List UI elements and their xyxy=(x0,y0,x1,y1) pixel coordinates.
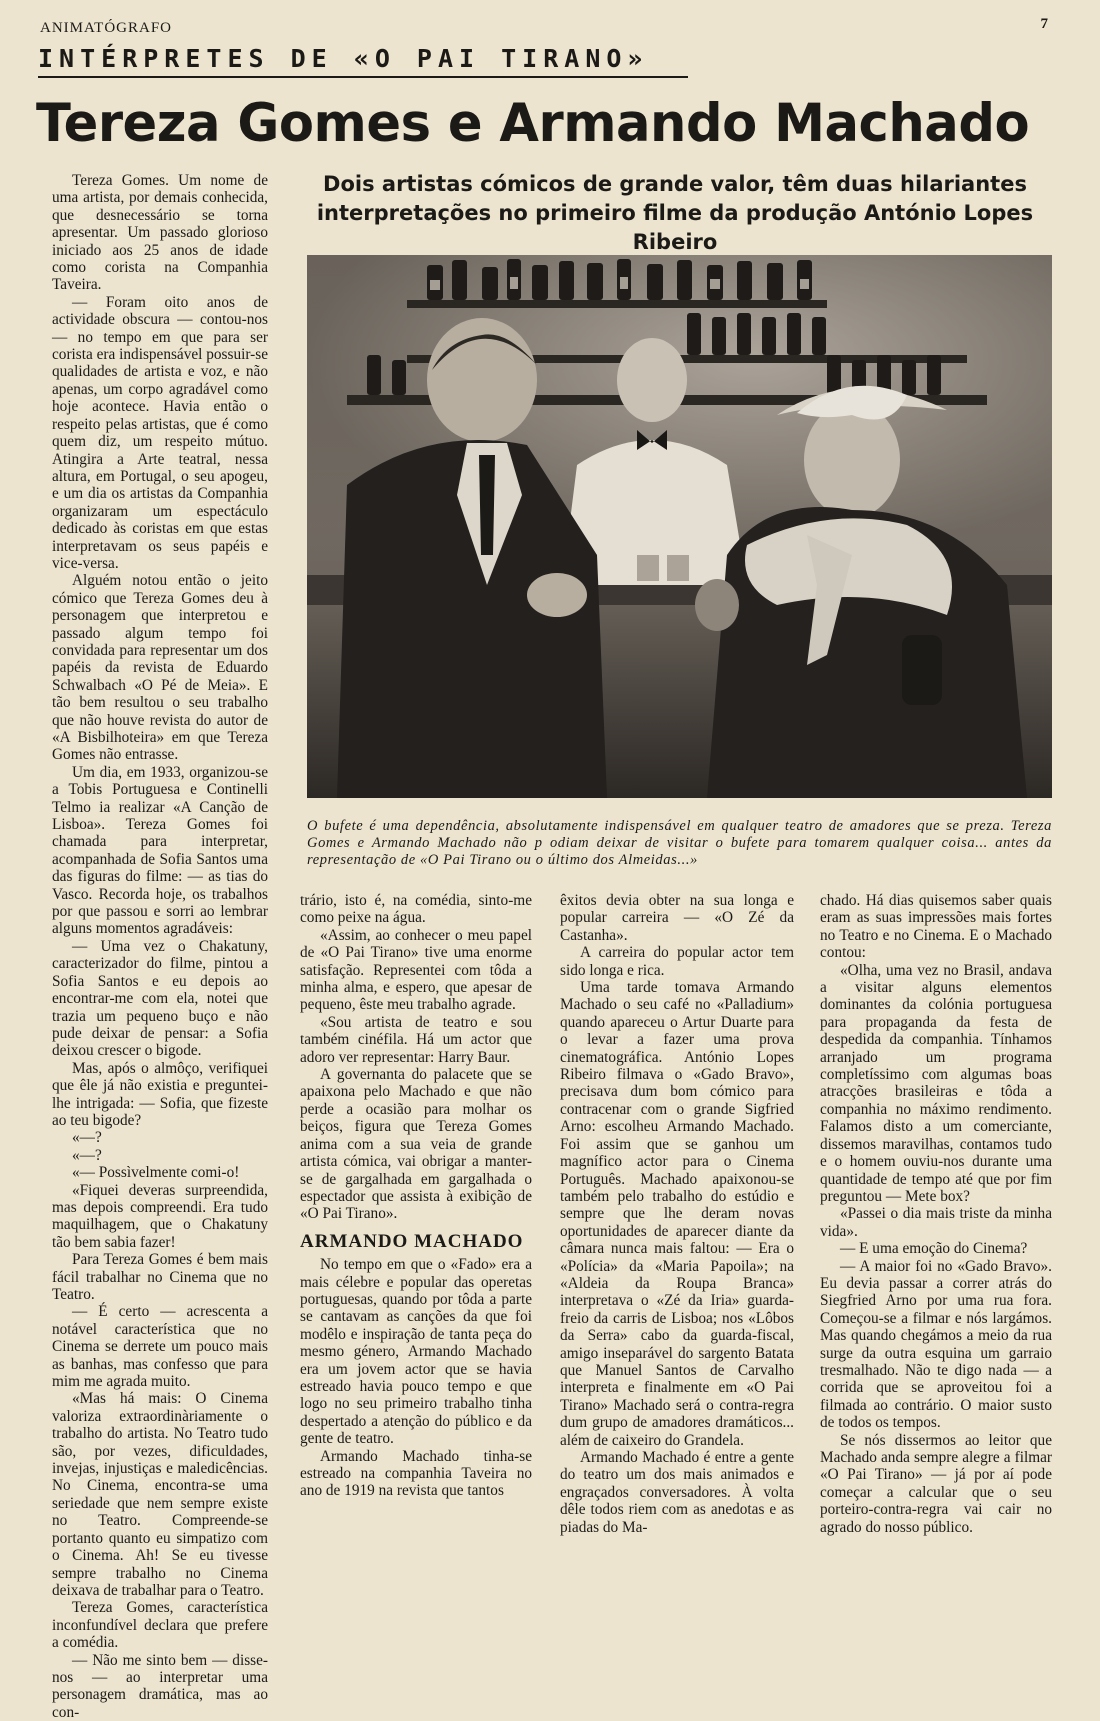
masthead: ANIMATÓGRAFO xyxy=(40,20,173,36)
page-number: 7 xyxy=(1040,16,1048,32)
paragraph: «Fiquei deveras surpreendida, mas depois compreendi. Era tudo maquilhagem, que o Chakatuny tão bem sabia fazer! xyxy=(52,1181,268,1251)
paragraph: «Assim, ao conhecer o meu papel de «O Pai Tirano» tive uma enorme satisfação. Representei com tôda a minha alma, e espero, que apesar de pequeno, êste meu trabalho agrade. xyxy=(300,926,532,1014)
paragraph: Armando Machado é entre a gente do teatro um dos mais animados e engraçados conversadores. À volta dêle todos riem com as anedotas e as piadas do Ma- xyxy=(560,1449,794,1536)
paragraph: Se nós dissermos ao leitor que Machado anda sempre alegre a filmar «O Pai Tirano» — já por aí pode começar a calcular que o seu porteiro-contra-regra vai cair no agrado do nosso público. xyxy=(820,1431,1052,1536)
paragraph: — É certo — acrescenta a notável característica que no Cinema se derrete um pouco mais as banhas, mas confesso que para mim me agrada muito. xyxy=(52,1303,268,1391)
paragraph: «Mas há mais: O Cinema valoriza extraordinàriamente o trabalho do artista. No Teatro tudo são, por vezes, dificuldades, invejas, injustiças e maledicências. No Cinema, encontra-se uma seriedade que nem sempre existe no Teatro. Compreende-se portanto quanto eu simpatizo com o Cinema. Ah! Se eu tivesse sempre trabalho no Cinema deixava de trabalhar para o Teatro. xyxy=(52,1390,268,1599)
paragraph: — Uma vez o Chakatuny, caracterizador do filme, pintou a Sofia Santos e eu depois ao encontrar-me com ela, notei que trazia um pequeno buço e não pude deixar de pensar: a Sofia deixou crescer o bigode. xyxy=(52,937,268,1060)
paragraph: Uma tarde tomava Armando Machado o seu café no «Palladium» quando apareceu o Artur Duarte para o levar a fazer uma prova cinematográfica. António Lopes Ribeiro filmava o «Gado Bravo», precisava dum bom cómico para contracenar com o grande Sigfried Arno: escolheu Armando Machado. Foi assim que se ganhou um magnífico actor para o Cinema Português. Machado apaixonou-se também pelo trabalho do estúdio e sempre que lhe deram novas oportunidades de aparecer diante da câmara nunca mais faltou: — Era o «Polícia» da «Maria Papoila»; na «Aldeia da Roupa Branca» interpretava o «Zé da Iria» guarda-freio da carris de Lisboa; nos «Lôbos da Serra» cabo da guarda-fiscal, amigo inseparável do sargento Batata que Manuel Santos de Carvalho interpreta e finalmente em «O Pai Tirano» Machado será o contra-regra dum grupo de amadores dramáticos... além de caixeiro do Grandela. xyxy=(560,979,794,1449)
paragraph: Um dia, em 1933, organizou-se a Tobis Portuguesa e Continelli Telmo ia realizar «A Canção de Lisboa». Tereza Gomes foi chamada para interpretar, acompanhada de Sofia Santos uma das figuras do filme: — as tias do Vasco. Recorda hoje, os trabalhos por que passou e sorri ao lembrar alguns momentos agradáveis: xyxy=(52,763,268,938)
paragraph: Tereza Gomes. Um nome de uma artista, por demais conhecida, que desnecessário se torna apresentar. Um passado glorioso iniciado aos 25 anos de idade como corista na Companhia Taveira. xyxy=(52,172,268,294)
paragraph: Alguém notou então o jeito cómico que Tereza Gomes deu à personagem que interpretou e passado algum tempo foi convidada para representar um dos papéis da revista de Eduardo Schwalbach «O Pé de Meia». E tão bem resultou o seu trabalho que não houve revista do autor de «A Bisbilhoteira» em que Tereza Gomes não entrasse. xyxy=(52,572,268,764)
paragraph: No tempo em que o «Fado» era a mais célebre e popular das operetas portuguesas, quando por tôda a parte se cantavam as canções da que foi modêlo e inspiração de tanta peça do mesmo género, Armando Machado era um jovem actor que se havia estreado havia pouco tempo e que logo no seu primeiro trabalho tinha despertado a atenção do público e da gente de teatro. xyxy=(300,1256,532,1448)
paragraph: Para Tereza Gomes é bem mais fácil trabalhar no Cinema que no Teatro. xyxy=(52,1251,268,1303)
paragraph: — Não me sinto bem — disse-nos — ao interpretar uma personagem dramática, mas ao con- xyxy=(52,1651,268,1721)
paragraph: «—? xyxy=(72,1146,102,1164)
paragraph: «— Possìvelmente comi-o! xyxy=(72,1164,240,1182)
paragraph: A carreira do popular actor tem sido longa e rica. xyxy=(560,944,794,979)
headline: Tereza Gomes e Armando Machado xyxy=(36,93,1030,154)
film-still-photo xyxy=(307,255,1052,798)
paragraph: — A maior foi no «Gado Bravo». Eu devia passar a correr atrás do Siegfried Arno por uma rua fora. Começou-se a filmar e nós largámos. Mas quando chegámos a meio da rua surge da outra esquina um garraio tresmalhado. Não te digo nada — a corrida que se aproveitou foi a filmada ao contrário. O maior susto de todos os tempos. xyxy=(820,1257,1052,1432)
section-kicker: INTÉRPRETES DE «O PAI TIRANO» xyxy=(38,44,688,78)
text-column-3 xyxy=(560,892,794,1536)
text-column-4 xyxy=(820,892,1052,1536)
text-column-2 xyxy=(300,892,532,1500)
paragraph: trário, isto é, na comédia, sinto-me como peixe na água. xyxy=(300,892,532,927)
paragraph: «Passei o dia mais triste da minha vida». xyxy=(820,1205,1052,1240)
deck: Dois artistas cómicos de grande valor, têm duas hilariantes interpretações no primeiro filme da produção António Lopes Ribeiro xyxy=(316,172,1034,254)
paragraph: Armando Machado tinha-se estreado na companhia Taveira no ano de 1919 na revista que tantos xyxy=(300,1447,532,1500)
paragraph: êxitos devia obter na sua longa e popular carreira — «O Zé da Castanha». xyxy=(560,892,794,944)
section-subhead: ARMANDO MACHADO xyxy=(300,1230,524,1252)
paragraph: Tereza Gomes, característica inconfundível declara que prefere a comédia. xyxy=(52,1599,268,1652)
paragraph: — E uma emoção do Cinema? xyxy=(840,1240,1028,1258)
photo-caption: O bufete é uma dependência, absolutamente indispensável em qualquer teatro de amadores que se preza. Tereza Gomes e Armando Machado não p odiam deixar de visitar o bufete para tomarem qualquer coisa... antes da representação de «O Pai Tirano ou o último dos Almeidas...» xyxy=(307,818,1052,868)
text-column-1 xyxy=(52,172,268,1721)
paragraph: «—? xyxy=(72,1129,102,1147)
paragraph: Mas, após o almôço, verifiquei que êle já não existia e preguntei-lhe intrigada: — Sofia, que fizeste ao teu bigode? xyxy=(52,1059,268,1129)
paragraph: «Sou artista de teatro e sou também cinéfila. Há um actor que adoro ver representar: Harry Baur. xyxy=(300,1013,532,1066)
paragraph: «Olha, uma vez no Brasil, andava a visitar alguns elementos dominantes da colónia portuguesa para propaganda da festa de despedida da companhia. Tínhamos arranjado um programa completíssimo com algumas boas atracções brasileiras e tôda a companhia no máximo rendimento. Falamos disto a um comerciante, dissemos maravilhas, contamos tudo e o homem ouviu-nos durante uma quantidade de tempo até que por fim preguntou — Mete box? xyxy=(820,961,1052,1205)
paragraph: — Foram oito anos de actividade obscura — contou-nos — no tempo em que para ser corista era indispensável possuir-se qualidades de artista e voz, e não apenas, um corpo agradável como hoje acontece. Havia então o respeito pelas artistas, que é como quem diz, um respeito mútuo. Atingira a Arte teatral, nessa altura, em Portugal, o seu apogeu, e um dia os artistas da Companhia organizaram um espectáculo dedicado às coristas em que estas interpretavam os seus papéis e vice-versa. xyxy=(52,293,268,572)
paragraph: A governanta do palacete que se apaixona pelo Machado e que não perde a ocasião para molhar os beiços, figura que Tereza Gomes anima com a sua veia de grande artista cómica, vai obrigar a manter-se de gargalhada em gargalhada o espectador que assista à exibição de «O Pai Tirano». xyxy=(300,1066,532,1223)
paragraph: chado. Há dias quisemos saber quais eram as suas impressões mais fortes no Teatro e no Cinema. E o Machado contou: xyxy=(820,892,1052,962)
